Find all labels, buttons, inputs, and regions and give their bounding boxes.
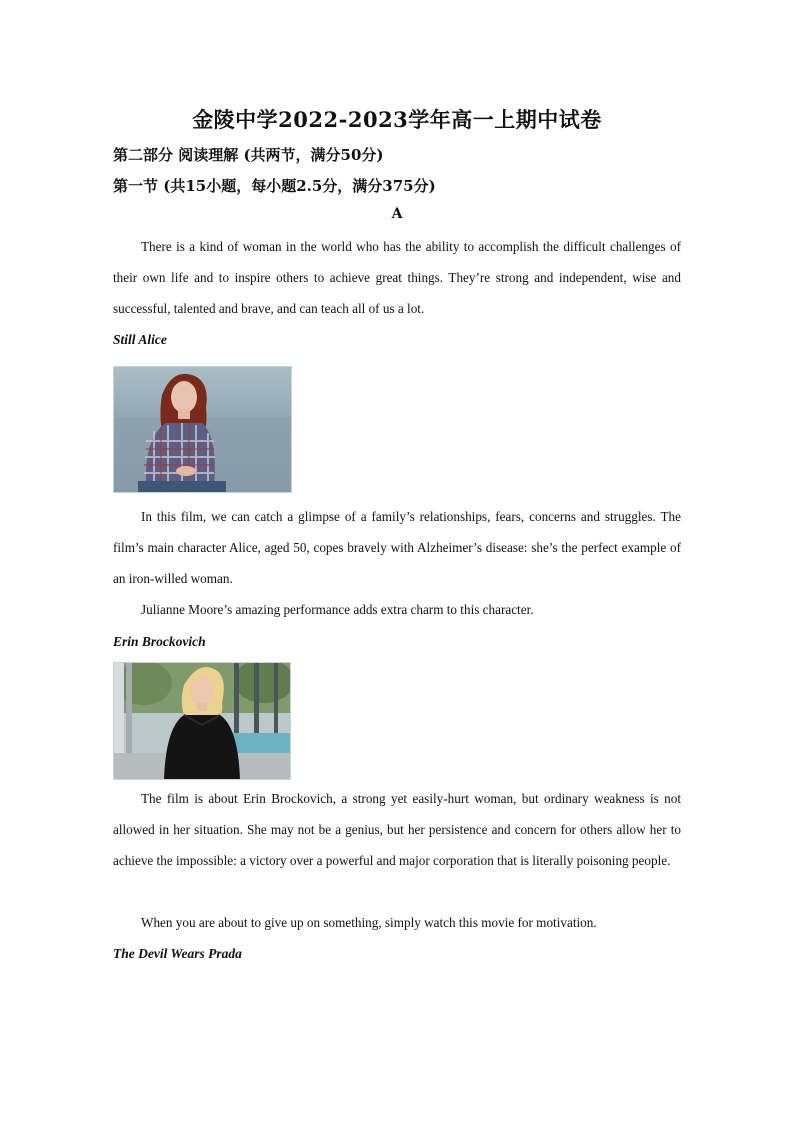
still-alice-photo [113,366,292,493]
film-title-devil-wears-prada: The Devil Wears Prada [113,946,242,961]
erin-brockovich-paragraph-2: When you are about to give up on something, simply watch this movie for motivation. [141,915,597,930]
passage-letter: A [391,206,403,222]
still-alice-paragraph-2: Julianne Moore’s amazing performance adds extra charm to this character. [141,602,534,617]
erin-brockovich-photo [113,662,291,780]
film-title-erin-brockovich: Erin Brockovich [113,634,206,649]
page-title: 金陵中学2022-2023学年高一上期中试卷 [192,107,602,132]
part-heading: 第二部分 阅读理解 (共两节，满分50分) [113,146,384,164]
still-alice-paragraph-1: In this film, we can catch a glimpse of a family’s relationships, fears, concerns and struggles. The film’s main character Alice, aged 50, copes bravely with Alzheimer’s disease: she’s the perfect example of an iron-willed woman. [113,509,681,586]
erin-brockovich-paragraph-1: The film is about Erin Brockovich, a strong yet easily-hurt woman, but ordinary weakness is not allowed in her situation. She may not be a genius, but her persistence and concern for others allow her to achieve the impossible: a victory over a powerful and major corporation that is literally poisoning people. [113,791,681,868]
film-title-still-alice: Still Alice [113,332,167,347]
section-heading: 第一节 (共15小题，每小题2.5分，满分375分) [113,177,436,195]
intro-paragraph: There is a kind of woman in the world who has the ability to accomplish the difficult challenges of their own life and to inspire others to achieve great things. They’re strong and independent, wise and successful, talented and brave, and can teach all of us a lot. [113,239,681,316]
